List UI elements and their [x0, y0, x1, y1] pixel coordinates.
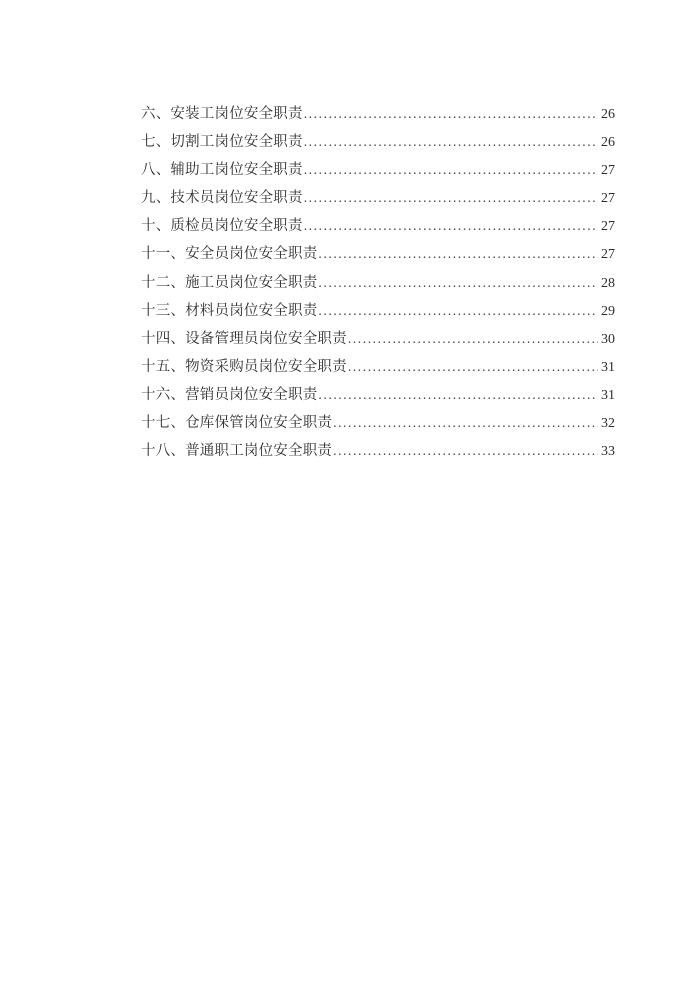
toc-dot-leader	[318, 240, 598, 268]
toc-entry-label: 十二、施工员岗位安全职责	[141, 274, 318, 291]
toc-entry[interactable]	[141, 100, 615, 128]
toc-dot-leader	[304, 184, 598, 212]
toc-entry-label: 十五、物资采购员岗位安全职责	[141, 358, 347, 375]
toc-dot-leader	[348, 353, 598, 381]
toc-entry-page-number: 31	[601, 359, 615, 375]
toc-entry-label: 十三、材料员岗位安全职责	[141, 302, 318, 319]
toc-entry[interactable]	[141, 269, 615, 297]
toc-entry[interactable]	[141, 240, 615, 268]
toc-dot-leader	[333, 409, 598, 437]
toc-entry[interactable]	[141, 128, 615, 156]
toc-entry-label: 十一、安全员岗位安全职责	[141, 246, 318, 263]
toc-entry-label: 九、技术员岗位安全职责	[141, 190, 303, 207]
toc-entry-page-number: 30	[601, 331, 615, 347]
toc-entry[interactable]	[141, 184, 615, 212]
toc-entry-label: 十、质检员岗位安全职责	[141, 218, 303, 235]
toc-entry-label: 七、切割工岗位安全职责	[141, 134, 303, 151]
toc-entry[interactable]	[141, 297, 615, 325]
toc-dot-leader	[318, 297, 598, 325]
toc-dot-leader	[304, 212, 598, 240]
toc-entry-page-number: 28	[601, 275, 615, 291]
toc-entry-page-number: 26	[601, 107, 615, 122]
toc-dot-leader	[348, 325, 598, 353]
toc-entry[interactable]	[141, 381, 615, 409]
toc-entry-page-number: 27	[601, 219, 615, 235]
toc-dot-leader	[333, 437, 598, 465]
toc-entry-page-number: 26	[601, 135, 615, 151]
toc-entry-page-number: 27	[601, 163, 615, 179]
toc-entry-page-number: 32	[601, 416, 615, 432]
toc-dot-leader	[318, 381, 598, 409]
toc-entry-page-number: 29	[601, 303, 615, 319]
toc-list	[141, 100, 615, 465]
toc-dot-leader	[318, 269, 598, 297]
toc-entry[interactable]	[141, 212, 615, 240]
toc-entry-label: 八、辅助工岗位安全职责	[141, 162, 303, 179]
toc-entry-label: 十六、营销员岗位安全职责	[141, 386, 318, 403]
toc-entry[interactable]	[141, 156, 615, 184]
toc-entry-page-number: 27	[601, 247, 615, 263]
toc-entry-page-number: 27	[601, 191, 615, 207]
toc-entry[interactable]	[141, 353, 615, 381]
toc-entry-label: 十七、仓库保管岗位安全职责	[141, 415, 333, 432]
toc-entry[interactable]	[141, 325, 615, 353]
toc-dot-leader	[304, 100, 598, 128]
toc-entry-page-number: 33	[601, 444, 615, 460]
toc-entry[interactable]	[141, 409, 615, 437]
toc-entry-label: 十八、普通职工岗位安全职责	[141, 443, 333, 460]
toc-entry-label: 六、安装工岗位安全职责	[141, 106, 303, 122]
toc-entry-label: 十四、设备管理员岗位安全职责	[141, 330, 347, 347]
toc-dot-leader	[304, 156, 598, 184]
toc-entry-page-number: 31	[601, 387, 615, 403]
toc-dot-leader	[304, 128, 598, 156]
toc-entry[interactable]	[141, 437, 615, 465]
